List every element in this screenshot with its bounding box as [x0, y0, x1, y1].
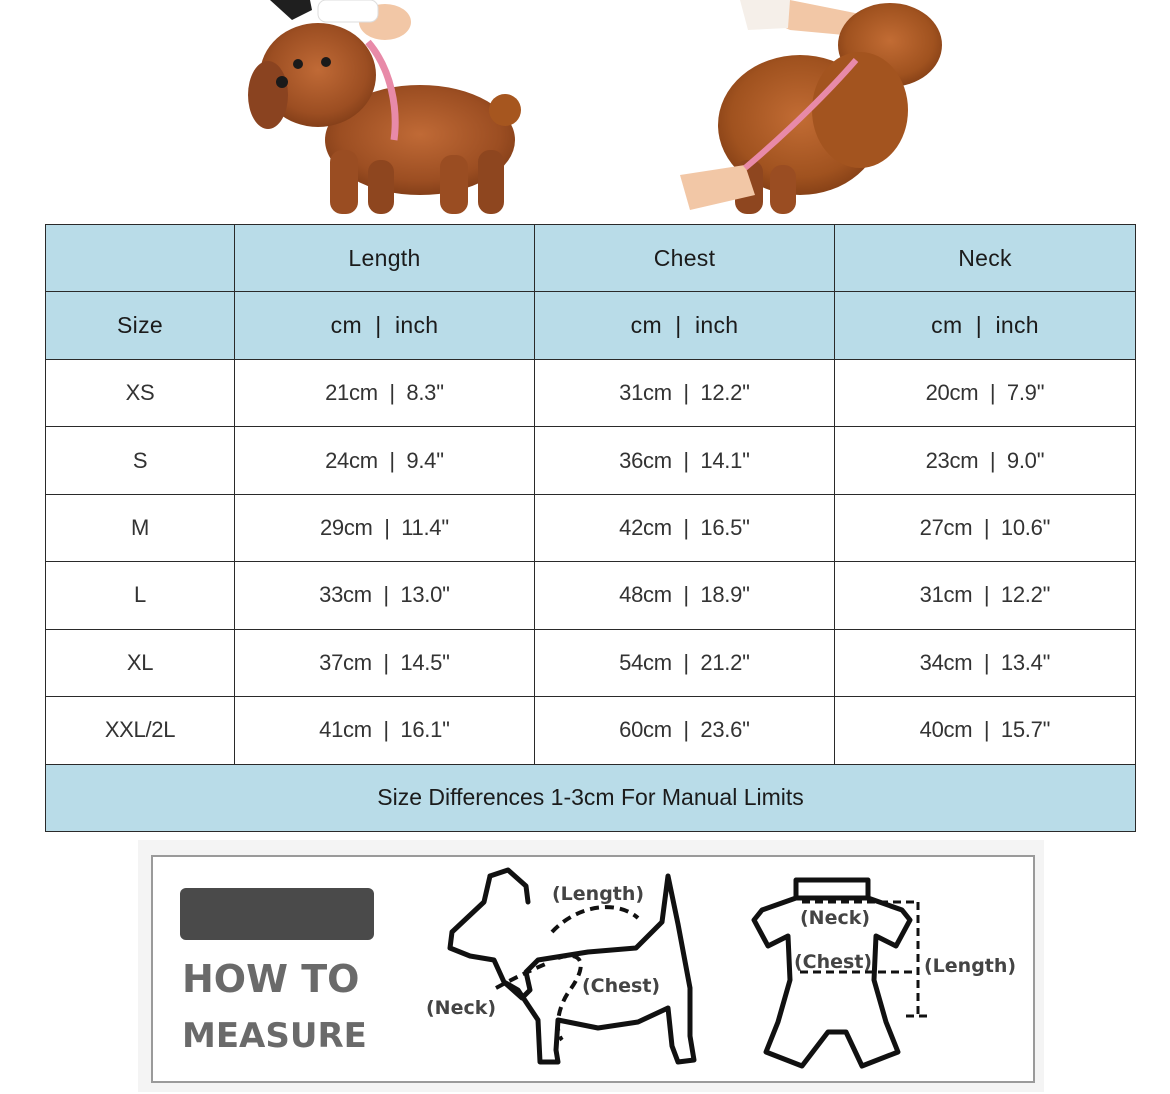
- chest-cell: 54cm | 21.2'': [535, 629, 835, 696]
- length-cell: 21cm | 8.3'': [235, 359, 535, 426]
- chest-cell: 31cm | 12.2'': [535, 359, 835, 426]
- measuring-photos: [0, 0, 1170, 218]
- header-chest: Chest: [535, 225, 835, 292]
- size-difference-note: Size Differences 1-3cm For Manual Limits: [46, 764, 1136, 832]
- dog-length-label: (Length): [552, 883, 645, 905]
- neck-cell: 27cm | 10.6'': [835, 494, 1136, 561]
- table-row: [46, 562, 1136, 629]
- neck-cell: 31cm | 12.2'': [835, 562, 1136, 629]
- neck-cell: 34cm | 13.4'': [835, 629, 1136, 696]
- table-row: [46, 697, 1136, 764]
- dog-chest-label: (Chest): [582, 975, 661, 997]
- size-cell: L: [46, 562, 235, 629]
- neck-cell: 23cm | 9.0'': [835, 427, 1136, 494]
- unit-neck: cm | inch: [835, 292, 1136, 359]
- chest-cell: 42cm | 16.5'': [535, 494, 835, 561]
- length-cell: 29cm | 11.4'': [235, 494, 535, 561]
- size-chart-table: [45, 224, 1136, 832]
- table-row: [46, 494, 1136, 561]
- length-cell: 24cm | 9.4'': [235, 427, 535, 494]
- table-footer-row: [46, 764, 1136, 832]
- size-cell: S: [46, 427, 235, 494]
- garment-length-label: (Length): [924, 955, 1017, 977]
- header-length: Length: [235, 225, 535, 292]
- garment-neck-label: (Neck): [800, 907, 871, 929]
- table-header-row: [46, 225, 1136, 292]
- size-cell: M: [46, 494, 235, 561]
- length-cell: 33cm | 13.0'': [235, 562, 535, 629]
- table-row: [46, 359, 1136, 426]
- dog-photo-chest: [680, 0, 942, 214]
- chest-cell: 48cm | 18.9'': [535, 562, 835, 629]
- unit-length: cm | inch: [235, 292, 535, 359]
- table-unit-row: [46, 292, 1136, 359]
- measure-text: MEASURE: [182, 1016, 367, 1056]
- garment-chest-label: (Chest): [794, 951, 873, 973]
- header-neck: Neck: [835, 225, 1136, 292]
- dog-photo-neck: [248, 0, 521, 214]
- neck-cell: 40cm | 15.7'': [835, 697, 1136, 764]
- size-cell: XL: [46, 629, 235, 696]
- chest-cell: 36cm | 14.1'': [535, 427, 835, 494]
- size-cell: XXL/2L: [46, 697, 235, 764]
- neck-cell: 20cm | 7.9'': [835, 359, 1136, 426]
- header-blank-cell: [46, 225, 235, 292]
- size-cell: XS: [46, 359, 235, 426]
- how-to-text: HOW TO: [182, 957, 360, 1001]
- label-block: [180, 888, 374, 940]
- table-row: [46, 427, 1136, 494]
- dog-neck-label: (Neck): [426, 997, 497, 1019]
- unit-chest: cm | inch: [535, 292, 835, 359]
- length-cell: 41cm | 16.1'': [235, 697, 535, 764]
- length-cell: 37cm | 14.5'': [235, 629, 535, 696]
- table-row: [46, 629, 1136, 696]
- how-to-measure-panel: [138, 840, 1044, 1092]
- chest-cell: 60cm | 23.6'': [535, 697, 835, 764]
- header-size: Size: [46, 292, 235, 359]
